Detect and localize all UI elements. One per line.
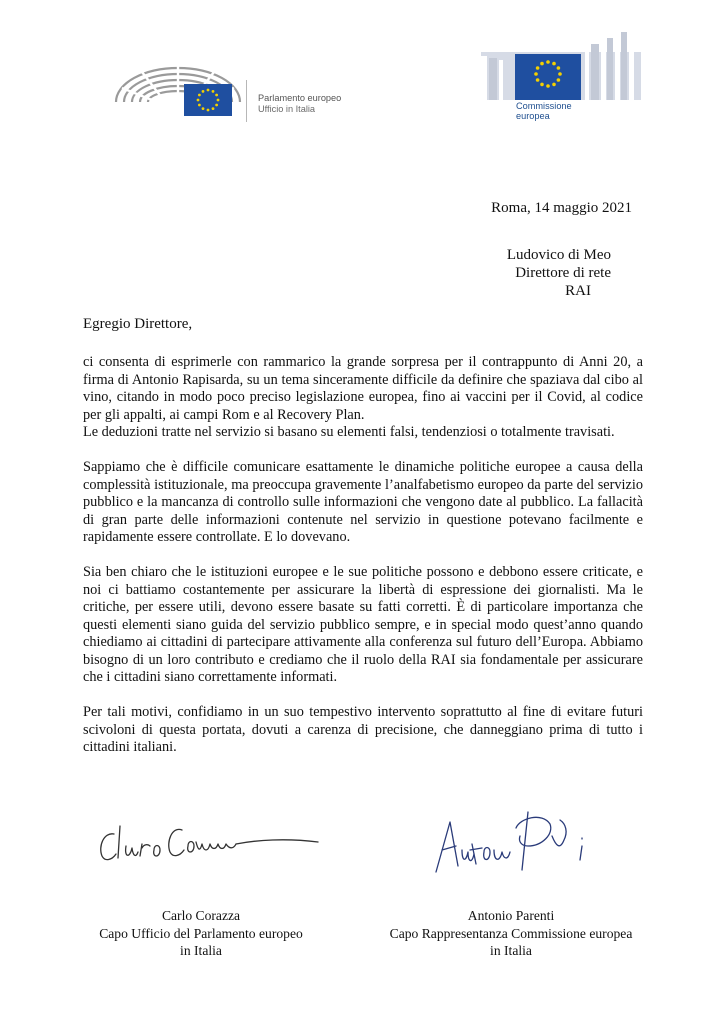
ep-office: Ufficio in Italia [258,104,316,114]
signer-left-location: in Italia [180,943,222,958]
body-paragraph: Per tali motivi, confidiamo in un suo tempestivo intervento soprattutto al fine di evitare futuri scivoloni di questa portata, dovuti a carenza di precisione, che danneggiano prima di tutto i cittadini italiani. [83,704,643,755]
signer-left [83,907,319,960]
signer-right [368,907,654,960]
signer-right-title: Capo Rappresentanza Commissione europea [389,925,633,941]
signer-right-name: Antonio Parenti [467,908,555,923]
parliament-hemicycle-icon [112,58,252,124]
ep-name: Parlamento europeo [258,93,342,103]
recipient-role: Direttore di rete [515,265,611,281]
recipient-name: Ludovico di Meo [506,247,611,263]
body-paragraph: Le deduzioni tratte nel servizio si basano su elementi falsi, tendenziosi o totalmente travisati. [83,424,615,440]
letter-date: Roma, 14 maggio 2021 [491,200,632,216]
ec-name-line1: Commissione [516,101,572,111]
ec-name-line2: europea [516,111,550,121]
signer-left-name: Carlo Corazza [161,908,241,923]
body-paragraph: Sia ben chiaro che le istituzioni europee e le sue politiche possono e debbono essere criticate, e noi ci battiamo costantemente per assicurare la libertà di espressione dei giornalisti. Ma le critiche, per essere utili, devono essere basate su fatti corretti. È di particolare importanza che questi elementi siano guida del servizio pubblico sempre, e in special modo quest’anno quando chiediamo ai cittadini di partecipare attivamente alla conferenza sul futuro dell’Europa. Abbiamo bisogno di un loro contributo e crediamo che il ruolo della RAI sia fondamentale per assicurare che i cittadini siano correttamente informati. [83,564,643,685]
signer-left-title: Capo Ufficio del Parlamento europeo [99,925,303,941]
signer-right-location: in Italia [490,943,532,958]
signature-antonio-parenti [432,806,612,886]
european-commission-wordmark [516,101,572,121]
recipient-block [507,246,611,300]
logo-divider [246,80,247,122]
letter-body [83,354,643,774]
recipient-org: RAI [565,283,591,299]
body-paragraph: ci consenta di esprimerle con rammarico la grande sorpresa per il contrappunto di Anni 20, a firma di Antonio Rapisarda, su un tema sinceramente difficile da definire che spaziava dal cibo al vino, citando in modo poco preciso legislazione europea, fino ai vaccini per il Covid, al codice per gli appalti, ai campi Rom e al Recovery Plan. [83,354,643,423]
european-parliament-wordmark [258,93,341,115]
salutation: Egregio Direttore, [83,316,193,332]
signature-carlo-corazza [96,816,326,876]
body-paragraph: Sappiamo che è difficile comunicare esattamente le dinamiche politiche europee a causa della complessità istituzionale, ma preoccupa gravemente l’analfabetismo europeo da parte del servizio pubblico e la mancanza di controllo sulle informazioni che vengono date al pubblico. La fallacità di gran parte delle informazioni contenute nel servizio in questione potevano facilmente e rapidamente essere controllate. E lo dovevano. [83,459,643,545]
